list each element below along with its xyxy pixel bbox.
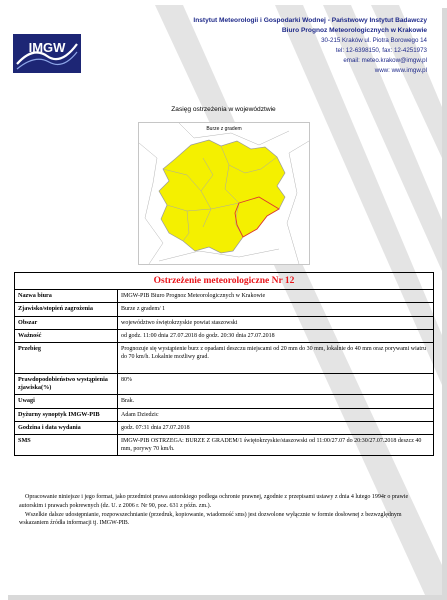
table-row — [15, 316, 434, 329]
voivodeship-shape — [159, 140, 285, 253]
warning-map — [138, 122, 310, 265]
row-label: Obszar — [15, 316, 118, 329]
row-label: Uwagi — [15, 395, 118, 408]
table-row — [15, 395, 434, 408]
row-value: województwo świętokrzyskie powiat staszowski — [118, 316, 434, 329]
region-map — [139, 123, 309, 264]
office-email: email: meteo.krakow@imgw.pl — [343, 57, 427, 64]
copyright-paragraph: Opracowanie niniejsze i jego format, jako przedmiot prawa autorskiego podlega ochronie prawnej, zgodnie z przepisami ustawy z dnia 4 lutego 1994r o prawie autorskim i prawach pokrewnych (dz. U. z 2006 r. Nr 90, poz. 631 z późn. zm.). — [19, 494, 409, 509]
institution-name: Instytut Meteorologii i Gospodarki Wodnej - Państwowy Instytut Badawczy — [193, 17, 427, 24]
copyright-notice — [19, 493, 429, 528]
office-phone: tel: 12-6398150, fax: 12-4251973 — [335, 47, 427, 54]
row-value: IMGW-PIB OSTRZEGA: BURZE Z GRADEM/1 świętokrzyskie/staszowski od 11:00/27.07 do 20:30/27.07.2018 deszcz 40 mm, porywy 70 km/h. — [118, 435, 434, 456]
row-value: Burze z gradem/ 1 — [118, 303, 434, 316]
row-label: Zjawisko/stopień zagrożenia — [15, 303, 118, 316]
row-value: Brak. — [118, 395, 434, 408]
table-row — [15, 408, 434, 421]
table-row — [15, 329, 434, 342]
table-row — [15, 303, 434, 316]
row-label: Nazwa biura — [15, 290, 118, 303]
map-phenomenon-label: Burze z gradem — [206, 126, 242, 132]
map-title: Zasięg ostrzeżenia w województwie — [171, 106, 276, 113]
office-name: Biuro Prognoz Meteorologicznych w Krakowie — [281, 27, 427, 34]
table-row — [15, 421, 434, 434]
page-shadow-bottom — [8, 595, 447, 600]
office-website: www: www.imgw.pl — [374, 67, 427, 74]
row-label: Godzina i data wydania — [15, 421, 118, 434]
table-row — [15, 290, 434, 303]
office-address: 30-215 Kraków ul. Piotra Borowego 14 — [321, 37, 427, 44]
redistribution-paragraph: Wszelkie dalsze udostępnianie, rozpowszechnianie (przedruk, kopiowanie, wiadomość sms) jest dozwolone wyłącznie w formie dosłownej z bezwzględnym wskazaniem źródła informacji tj. IMGW-PIB. — [19, 511, 402, 527]
row-value: godz. 07:31 dnia 27.07.2018 — [118, 421, 434, 434]
document-page — [5, 5, 442, 595]
logo-text: IMGW — [28, 40, 66, 55]
row-label: Dyżurny synoptyk IMGW-PIB — [15, 408, 118, 421]
row-value: Prognozuje się wystąpienie burz z opadami deszczu miejscami od 20 mm do 30 mm, lokalnie do 40 mm oraz porywami wiatru do 70 km/h. Lokalnie możliwy grad. — [118, 343, 434, 374]
row-label: Przebieg — [15, 343, 118, 374]
row-value: od godz. 11:00 dnia 27.07.2018 do godz. 20:30 dnia 27.07.2018 — [118, 329, 434, 342]
row-label: Ważność — [15, 329, 118, 342]
table-row — [15, 435, 434, 456]
table-row — [15, 343, 434, 374]
row-value: IMGW-PIB Biuro Prognoz Meteorologicznych w Krakowie — [118, 290, 434, 303]
institution-header — [193, 16, 427, 76]
warning-table — [14, 272, 434, 456]
warning-title: Ostrzeżenie meteorologiczne Nr 12 — [15, 273, 434, 290]
row-label: Prawdopodobieństwo wystąpienia zjawiska(%) — [15, 374, 118, 395]
row-label: SMS — [15, 435, 118, 456]
table-row — [15, 374, 434, 395]
row-value: Adam Dziedzic — [118, 408, 434, 421]
imgw-logo — [13, 34, 81, 73]
row-value: 80% — [118, 374, 434, 395]
page-shadow-right — [442, 8, 447, 598]
